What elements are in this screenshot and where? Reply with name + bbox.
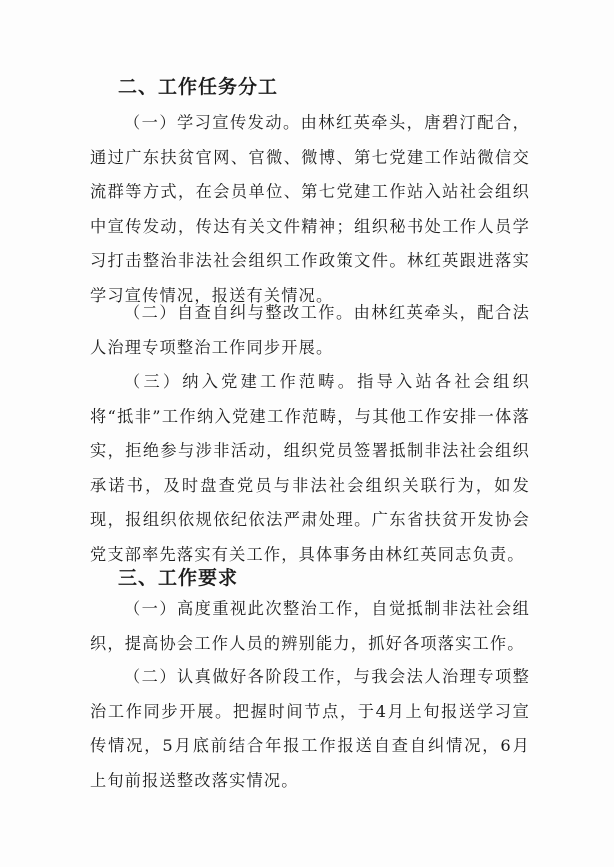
paragraph-stage-work: （二）认真做好各阶段工作，与我会法人治理专项整治工作同步开展。把握时间节点，于4月上旬报送学习宣传情况，5月底前结合年报工作报送自查自纠情况，6月上旬前报送整改落实情况。 bbox=[90, 667, 530, 790]
paragraph-high-attention: （一）高度重视此次整治工作，自觉抵制非法社会组织，提高协会工作人员的辨别能力，抓好各项落实工作。 bbox=[90, 599, 530, 653]
section-heading-work-requirements: 三、工作要求 bbox=[118, 567, 239, 589]
paragraph-self-inspection: （二）自查自纠与整改工作。由林红英牵头，配合法人治理专项整治工作同步开展。 bbox=[90, 303, 530, 357]
paragraph-party-building: （三）纳入党建工作范畴。指导入站各社会组织将“抵非”工作纳入党建工作范畴，与其他工作安排一体落实，拒绝参与涉非活动，组织党员签署抵制非法社会组织承诺书，及时盘查党员与非法社会组织关联行为，如发现，报组织依规依纪依法严肃处理。广东省扶贫开发协会党支部率先落实有关工作，具体事务由林红英同志负责。 bbox=[90, 372, 530, 564]
paragraph-study-promotion: （一）学习宣传发动。由林红英牵头，唐碧汀配合，通过广东扶贫官网、官微、微博、第七党建工作站微信交流群等方式，在会员单位、第七党建工作站入站社会组织中宣传发动，传达有关文件精神；组织秘书处工作人员学习打击整治非法社会组织工作政策文件。林红英跟进落实学习宣传情况，报送有关情况。 bbox=[90, 113, 530, 305]
section-heading-work-division: 二、工作任务分工 bbox=[118, 76, 279, 98]
